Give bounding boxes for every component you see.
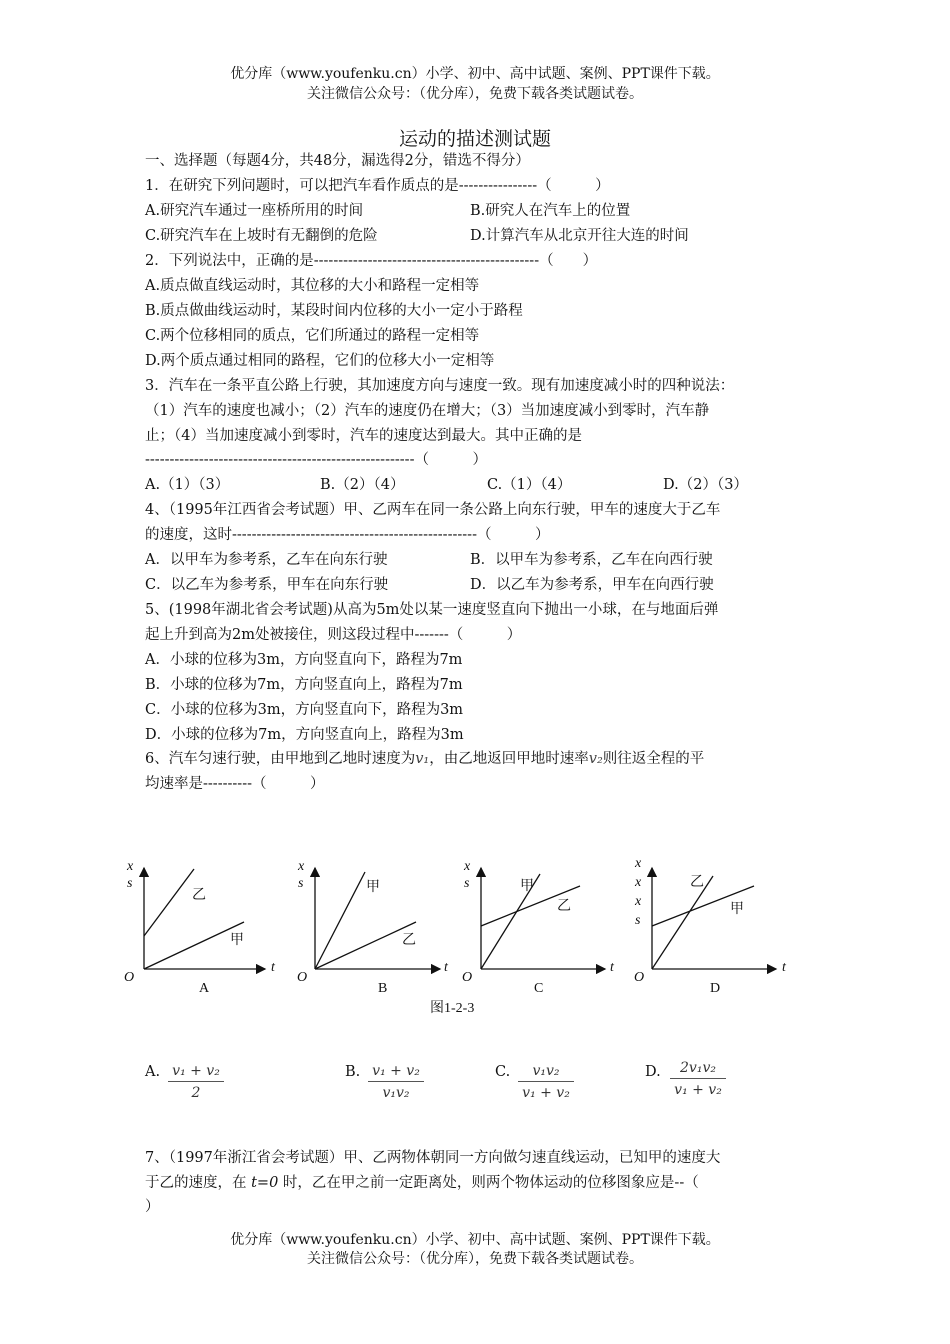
q3-line-3: 止；（4）当加速度减小到零时，汽车的速度达到最大。其中正确的是 (145, 428, 582, 444)
graph-c-caption: C (534, 981, 544, 996)
graph-b-t-label: t (444, 960, 448, 975)
q5-option-c: C．小球的位移为3m，方向竖直向下，路程为3m (145, 702, 464, 718)
graph-b-line-yi (315, 922, 416, 969)
graph-a-jia-label: 甲 (230, 933, 244, 948)
q3-line-4: -------------------------------------------------------（ ） (145, 452, 487, 468)
q1-stem: 1．在研究下列问题时，可以把汽车看作质点的是----------------（ ） (145, 178, 610, 194)
q6-v2: v₂ (588, 751, 603, 767)
q2-option-a: A.质点做直线运动时，其位移的大小和路程一定相等 (145, 278, 480, 294)
graph-d-yi-label: 乙 (690, 875, 704, 890)
q6-text-a: 6、汽车匀速行驶，由甲地到乙地时速度为 (145, 751, 416, 767)
q4-option-a: A．以甲车为参考系，乙车在向东行驶 (145, 552, 388, 568)
footer-line-2: 关注微信公众号：（优分库），免费下载各类试题试卷。 (307, 1251, 643, 1267)
page-title: 运动的描述测试题 (398, 128, 551, 150)
q3-line-2: （1）汽车的速度也减小；（2）汽车的速度仍在增大；（3）当加速度减小到零时，汽车静 (145, 403, 710, 419)
q6-option-b-numerator: v₁ + v₂ (368, 1063, 424, 1082)
graph-d-x-label-1: x (635, 856, 642, 871)
graph-a-x-label: x (127, 859, 134, 874)
q6-option-c-fraction (518, 1063, 574, 1101)
q6-option-c-label: C. (495, 1064, 511, 1080)
graph-d-x-label-3: x (635, 894, 642, 909)
q4-line-1: 4、（1995年江西省会考试题）甲、乙两车在同一条公路上向东行驶，甲车的速度大于乙车 (145, 502, 721, 518)
graph-b-origin: O (297, 970, 308, 985)
q6-option-a-fraction (168, 1063, 224, 1101)
graph-d-t-label: t (782, 960, 786, 975)
header-line-2: 关注微信公众号：（优分库），免费下载各类试题试卷。 (307, 86, 643, 102)
q6-option-c-numerator: v₁v₂ (518, 1063, 574, 1082)
q7-text-a: 于乙的速度，在 (145, 1175, 247, 1191)
section-heading: 一、选择题（每题4分，共48分，漏选得2分，错选不得分） (145, 153, 530, 169)
q6-option-d-denominator: v₁ + v₂ (674, 1082, 722, 1098)
graph-c-x-label: x (464, 859, 471, 874)
q4-line-2: 的速度，这时--------------------------------------------------（ ） (145, 527, 550, 543)
graph-a-line-jia (144, 922, 244, 969)
q7-t0: t=0 (251, 1175, 279, 1191)
q6-option-d-numerator: 2v₁v₂ (670, 1060, 726, 1079)
q3-line-1: 3．汽车在一条平直公路上行驶，其加速度方向与速度一致。现有加速度减小时的四种说法： (145, 378, 735, 394)
graph-b-yi-label: 乙 (402, 933, 416, 948)
q6-option-a-label: A. (145, 1064, 161, 1080)
figure-caption: 图1-2-3 (430, 1001, 475, 1016)
header-line-1: 优分库（www.youfenku.cn）小学、初中、高中试题、案例、PPT课件下载。 (230, 66, 720, 82)
graph-d-jia-label: 甲 (730, 902, 744, 917)
q5-line-2: 起上升到高为2m处被接住，则这段过程中-------（ ） (145, 627, 522, 643)
graph-d-x-label-2: x (635, 875, 642, 890)
graph-a-origin: O (124, 970, 135, 985)
q2-stem: 2．下列说法中，正确的是----------------------------------------------（ ） (145, 253, 598, 269)
graph-d-origin: O (634, 970, 645, 985)
q6-line-1 (145, 749, 704, 769)
q6-line-2: 均速率是----------（ ） (145, 776, 325, 792)
q5-option-a: A．小球的位移为3m，方向竖直向下，路程为7m (145, 652, 463, 668)
q6-option-a-numerator: v₁ + v₂ (168, 1063, 224, 1082)
graph-c-origin: O (462, 970, 473, 985)
q6-v1: v₁ (415, 751, 430, 767)
graph-a-line-yi (144, 869, 194, 936)
graph-d-s-label: s (635, 913, 641, 928)
q4-option-d: D．以乙车为参考系，甲车在向西行驶 (470, 577, 714, 593)
graph-b-line-jia (315, 872, 365, 969)
graph-c-yi-label: 乙 (557, 899, 571, 914)
graph-c-t-label: t (610, 960, 614, 975)
q7-line-2 (145, 1173, 699, 1193)
q2-option-d: D.两个质点通过相同的路程，它们的位移大小一定相等 (145, 353, 495, 369)
q7-line-1: 7、（1997年浙江省会考试题）甲、乙两物体朝同一方向做匀速直线运动，已知甲的速度大 (145, 1150, 721, 1166)
q1-option-c: C.研究汽车在上坡时有无翻倒的危险 (145, 228, 378, 244)
graph-a-yi-label: 乙 (192, 888, 206, 903)
q3-option-d: D.（2）（3） (663, 477, 748, 493)
position-time-graphs (0, 850, 950, 1030)
graph-b-jia-label: 甲 (366, 880, 380, 895)
graph-a-t-label: t (271, 960, 275, 975)
q6-option-d-fraction (670, 1060, 726, 1098)
q6-option-a-denominator: 2 (191, 1085, 201, 1101)
q6-text-c: 则往返全程的平 (602, 751, 705, 767)
footer-line-1: 优分库（www.youfenku.cn）小学、初中、高中试题、案例、PPT课件下载。 (230, 1232, 720, 1248)
graph-d-caption: D (710, 981, 721, 996)
q5-line-1: 5、(1998年湖北省会考试题)从高为5m处以某一速度竖直向下抛出一小球，在与地面后弹 (145, 602, 719, 618)
graph-b-x-label: x (298, 859, 305, 874)
q6-option-b-label: B. (345, 1064, 361, 1080)
q2-option-c: C.两个位移相同的质点，它们所通过的路程一定相等 (145, 328, 480, 344)
q6-option-c-denominator: v₁ + v₂ (522, 1085, 570, 1101)
q3-option-c: C.（1）（4） (487, 477, 572, 493)
q6-option-d-label: D. (645, 1064, 661, 1080)
q7-text-b: 时，乙在甲之前一定距离处，则两个物体运动的位移图象应是--（ (282, 1175, 699, 1191)
q5-option-d: D．小球的位移为7m，方向竖直向上，路程为3m (145, 727, 464, 743)
q1-option-b: B.研究人在汽车上的位置 (470, 203, 631, 219)
q4-option-c: C．以乙车为参考系，甲车在向东行驶 (145, 577, 389, 593)
q7-line-3: ） (145, 1199, 160, 1215)
q4-option-b: B．以甲车为参考系，乙车在向西行驶 (470, 552, 713, 568)
q3-option-a: A.（1）（3） (145, 477, 230, 493)
graph-c-jia-label: 甲 (520, 879, 534, 894)
q5-option-b: B．小球的位移为7m，方向竖直向上，路程为7m (145, 677, 463, 693)
q6-text-b: ，由乙地返回甲地时速率 (429, 751, 589, 767)
graph-c-s-label: s (464, 876, 470, 891)
graph-a-caption: A (199, 981, 210, 996)
q2-option-b: B.质点做曲线运动时，某段时间内位移的大小一定小于路程 (145, 303, 523, 319)
q6-option-b-denominator: v₁v₂ (382, 1085, 410, 1101)
q1-option-a: A.研究汽车通过一座桥所用的时间 (145, 203, 364, 219)
graph-a-s-label: s (127, 876, 133, 891)
q6-option-b-fraction (368, 1063, 424, 1101)
graph-b-caption: B (378, 981, 388, 996)
q1-option-d: D.计算汽车从北京开往大连的时间 (470, 228, 689, 244)
graph-b-s-label: s (298, 876, 304, 891)
q3-option-b: B.（2）（4） (320, 477, 405, 493)
